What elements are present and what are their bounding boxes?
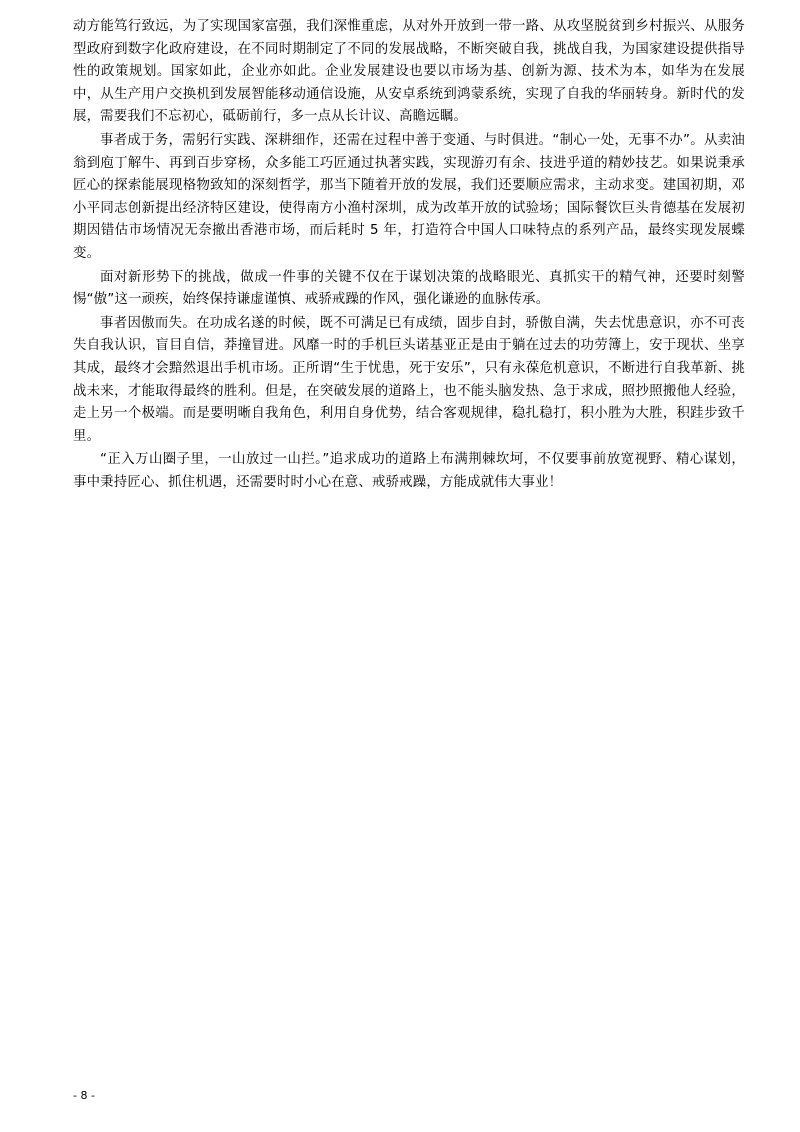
paragraph-2: 事者成于务，需躬行实践、深耕细作，还需在过程中善于变通、与时俱进。“制心一处，无事不办”。从卖油翁到庖丁解牛、再到百步穿杨，众多能工巧匠通过执著实践，实现游刃有余、技进乎道的精妙技艺。如果说秉承匠心的探索能展现格物致知的深刻哲学，那当下随着开放的发展，我们还要顺应需求，主动求变。建国初期，邓小平同志创新提出经济特区建设，使得南方小渔村深圳，成为改革开放的试验场；国际餐饮巨头肯德基在发展初期因错估市场情况无奈撤出香港市场，而后耗时 5 年，打造符合中国人口味特点的系列产品，最终实现发展蝶变。	[73, 132, 745, 261]
paragraph-1: 动方能笃行致远，为了实现国家富强，我们深惟重虑，从对外开放到一带一路、从攻坚脱贫到乡村振兴、从服务型政府到数字化政府建设，在不同时期制定了不同的发展战略，不断突破自我，挑战自我，为国家建设提供指导性的政策规划。国家如此，企业亦如此。企业发展建设也要以市场为基、创新为源、技术为本，如华为在发展中，从生产用户交换机到发展智能移动通信设施，从安卓系统到鸿蒙系统，实现了自我的华丽转身。新时代的发展，需要我们不忘初心，砥砺前行，多一点从长计议、高瞻远瞩。	[73, 19, 745, 125]
page-number: - 8 -	[73, 1089, 95, 1102]
paragraph-5: “正入万山圈子里，一山放过一山拦。”追求成功的道路上布满荆棘坎坷，不仅要事前放宽视野、精心谋划，事中秉持匠心、抓住机遇，还需要时时小心在意、戒骄戒躁，方能成就伟大事业！	[73, 452, 745, 490]
paragraph-3: 面对新形势下的挑战，做成一件事的关键不仅在于谋划决策的战略眼光、真抓实干的精气神，还要时刻警惕“傲”这一顽疾，始终保持谦虚谨慎、戒骄戒躁的作风，强化谦逊的血脉传承。	[73, 269, 745, 308]
document-body	[73, 16, 745, 494]
paragraph-4: 事者因傲而失。在功成名遂的时候，既不可满足已有成绩，固步自封，骄傲自满，失去忧患意识，亦不可丧失自我认识，盲目自信，莽撞冒进。风靡一时的手机巨头诺基亚正是由于躺在过去的功劳簿上，安于现状、坐享其成，最终才会黯然退出手机市场。正所谓“生于忧患，死于安乐”，只有永葆危机意识，不断进行自我革新、挑战未来，才能取得最终的胜利。但是，在突破发展的道路上，也不能头脑发热、急于求成，照抄照搬他人经验，走上另一个极端。而是要明晰自我角色，利用自身优势，结合客观规律，稳扎稳打，积小胜为大胜，积跬步致千里。	[73, 315, 745, 444]
